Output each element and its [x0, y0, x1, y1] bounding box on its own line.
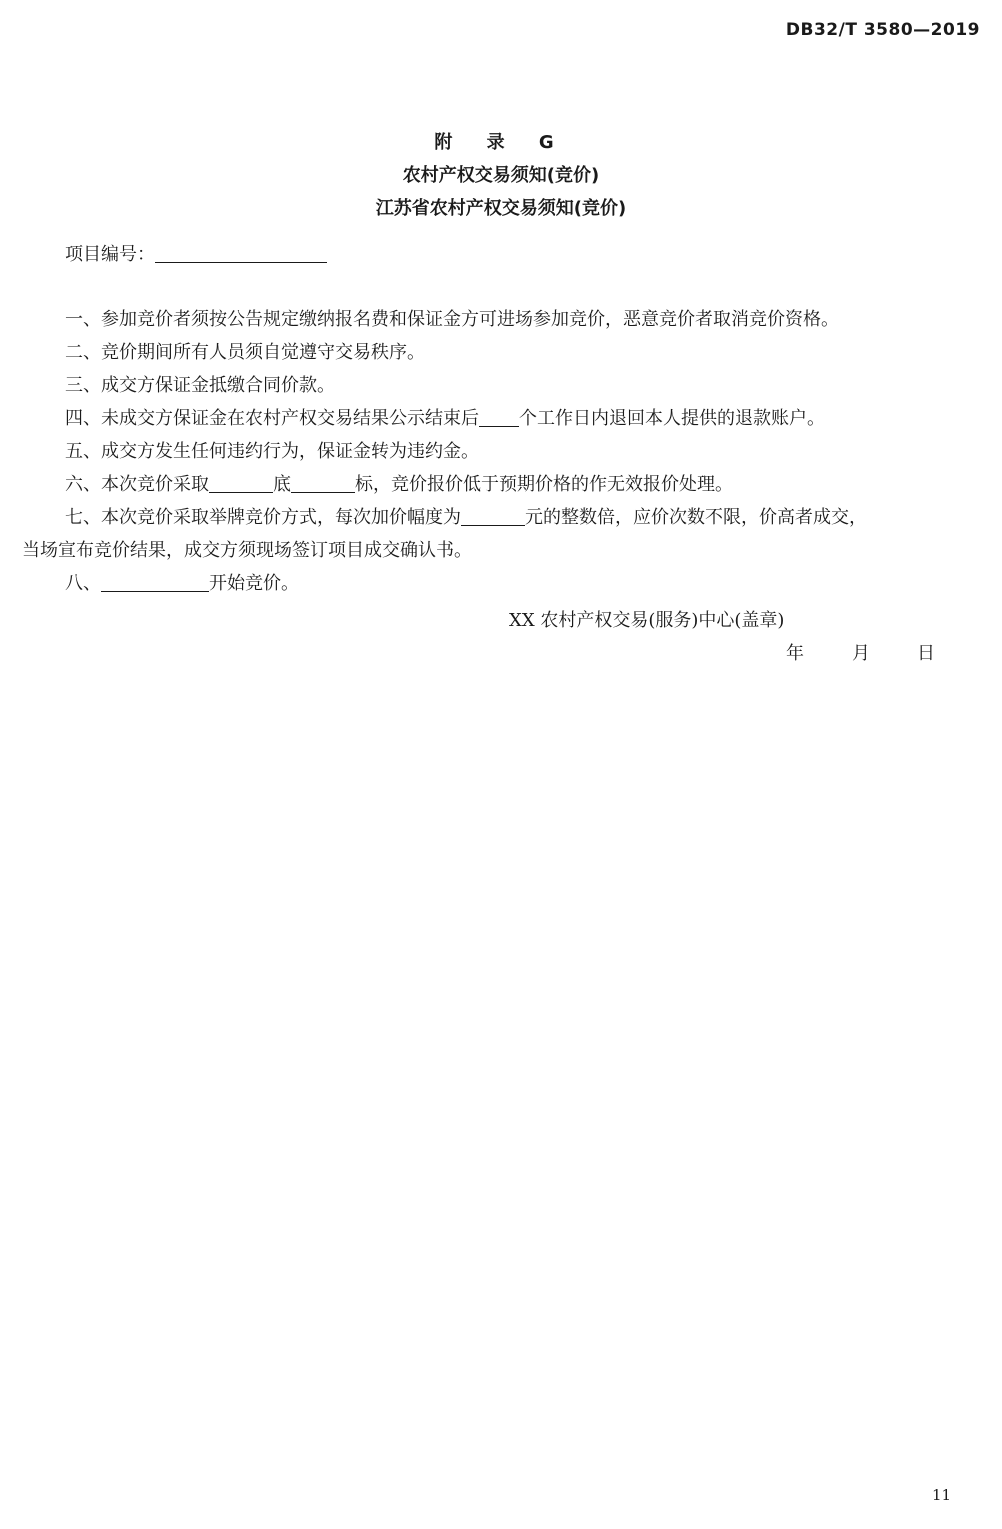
- clause-4-text-b: 个工作日内退回本人提供的退款账户。: [519, 408, 825, 429]
- clause-5: 五、成交方发生任何违约行为，保证金转为违约金。: [65, 441, 479, 462]
- clause-4: [65, 408, 825, 430]
- doc-subtitle: 江苏省农村产权交易须知(竞价): [375, 198, 627, 219]
- appendix-title: 附 录 G: [434, 132, 568, 153]
- project-number-line: [65, 244, 327, 266]
- date-year: 年: [786, 643, 804, 664]
- clause-8-blank: [101, 573, 209, 592]
- clause-8: [65, 573, 299, 595]
- clause-6-blank-2: [291, 474, 355, 493]
- clause-7-text-a: 七、本次竞价采取举牌竞价方式，每次加价幅度为: [65, 507, 461, 528]
- clause-8-text-b: 开始竞价。: [209, 573, 299, 594]
- clause-7: [65, 507, 867, 529]
- clause-1: 一、参加竞价者须按公告规定缴纳报名费和保证金方可进场参加竞价，恶意竞价者取消竞价资格。: [65, 309, 839, 330]
- clause-3: 三、成交方保证金抵缴合同价款。: [65, 375, 335, 396]
- clause-6-text-b: 底: [273, 474, 291, 495]
- date-day: 日: [917, 643, 935, 664]
- clause-6-text-c: 标，竞价报价低于预期价格的作无效报价处理。: [355, 474, 733, 495]
- clause-6-blank-1: [209, 474, 273, 493]
- project-number-label: 项目编号：: [65, 244, 155, 265]
- clause-8-text-a: 八、: [65, 573, 101, 594]
- standard-code: DB32/T 3580—2019: [785, 20, 980, 40]
- clause-6-text-a: 六、本次竞价采取: [65, 474, 209, 495]
- project-number-blank: [155, 244, 327, 263]
- clause-2: 二、竞价期间所有人员须自觉遵守交易秩序。: [65, 342, 425, 363]
- date-month: 月: [852, 643, 870, 664]
- clause-6: [65, 474, 733, 496]
- clause-7-continued: 当场宣布竞价结果，成交方须现场签订项目成交确认书。: [22, 540, 472, 561]
- clause-4-text-a: 四、未成交方保证金在农村产权交易结果公示结束后: [65, 408, 479, 429]
- clause-7-blank: [461, 507, 525, 526]
- clause-7-text-b: 元的整数倍，应价次数不限，价高者成交，: [525, 507, 867, 528]
- issuing-organization: XX 农村产权交易(服务)中心(盖章): [509, 610, 785, 631]
- doc-title: 农村产权交易须知(竞价): [402, 165, 600, 186]
- page-number: 11: [932, 1486, 952, 1504]
- clause-4-blank: [479, 408, 519, 427]
